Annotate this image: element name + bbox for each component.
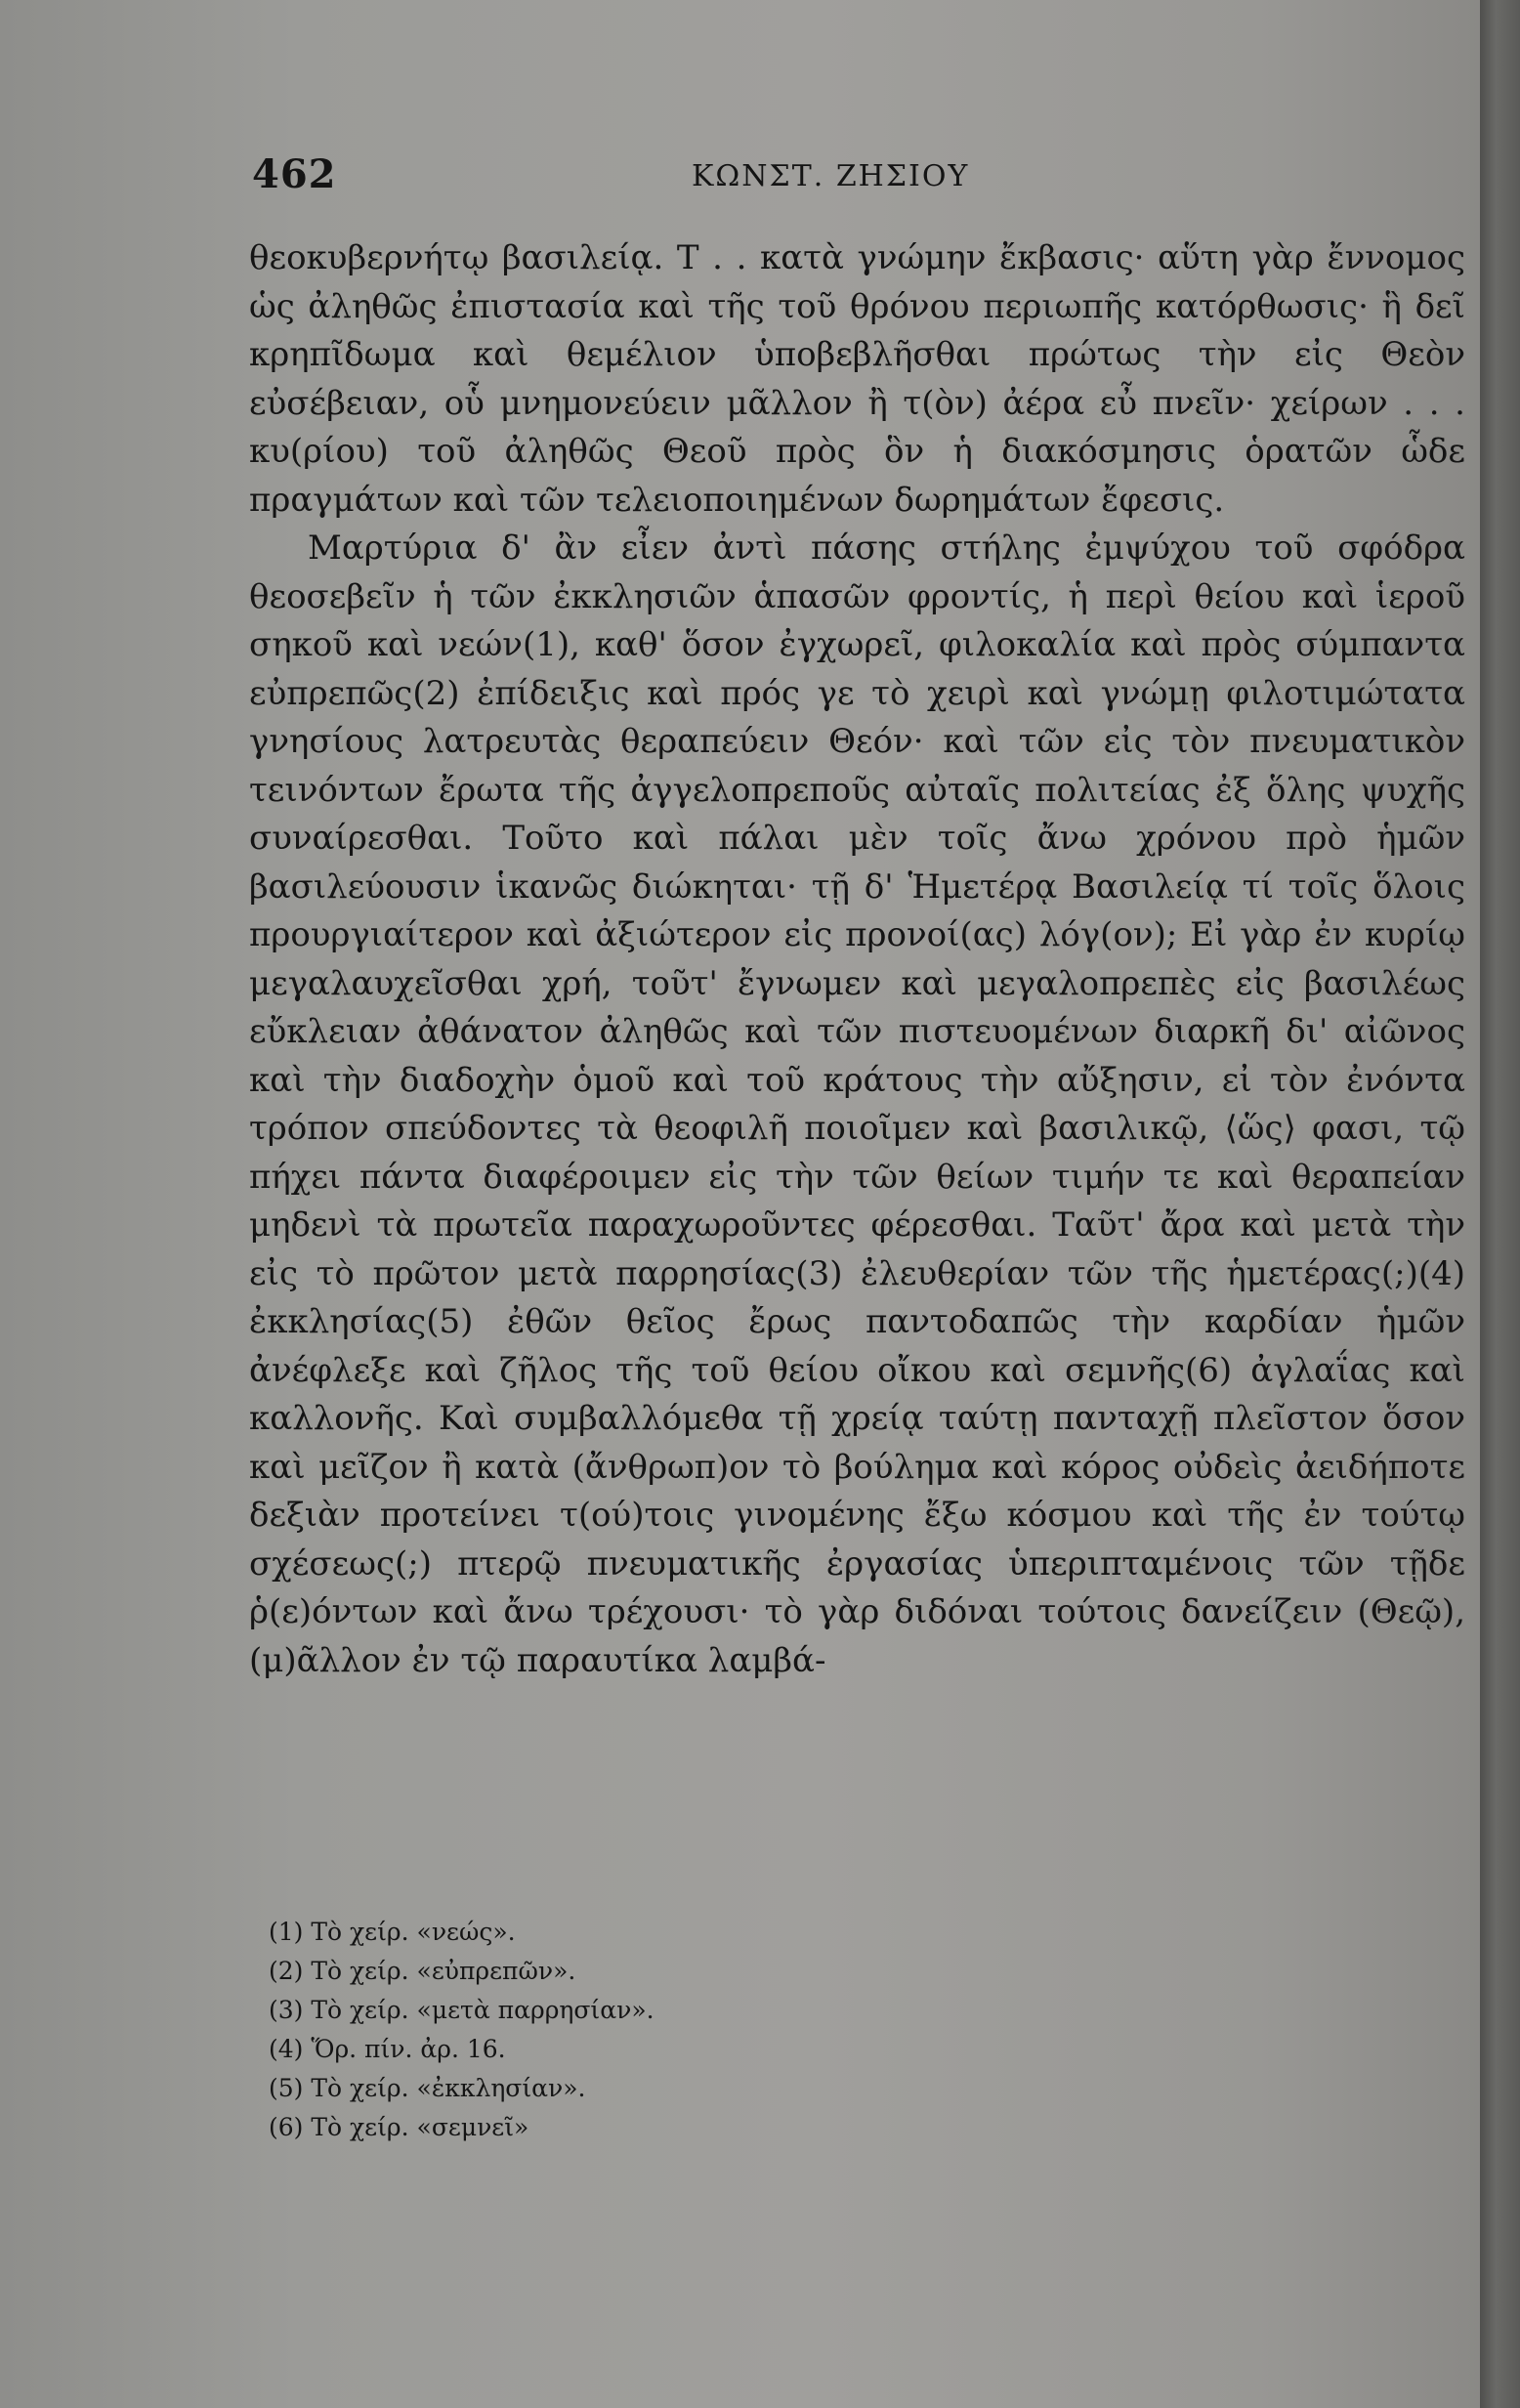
footnote-1: (1) Τὸ χείρ. «νεώς».: [269, 1918, 516, 1946]
footnote-6: (6) Τὸ χείρ. «σεμνεῖ»: [269, 2113, 529, 2141]
footnote-3: (3) Τὸ χείρ. «μετὰ παρρησίαν».: [269, 1996, 654, 2024]
page-number: 462: [252, 151, 337, 197]
body-text: [249, 234, 1465, 1685]
page-edge-shadow: [1480, 0, 1520, 2408]
footnotes: [269, 1913, 1246, 2147]
footnote-4: (4) Ὅρ. πίν. ἀρ. 16.: [269, 2035, 506, 2063]
footnote-2: (2) Τὸ χείρ. «εὐπρεπῶν».: [269, 1957, 576, 1985]
footnote-5: (5) Τὸ χείρ. «ἐκκλησίαν».: [269, 2074, 586, 2102]
paragraph-2: Μαρτύρια δ' ἂν εἶεν ἀντὶ πάσης στήλης ἐμψύχου τοῦ σφόδρα θεοσεβεῖν ἡ τῶν ἐκκλησιῶν ἁπασῶν φροντίς, ἡ περὶ θείου καὶ ἱεροῦ σηκοῦ καὶ νεών(1), καθ' ὅσον ἐγχωρεῖ, φιλοκαλία καὶ πρὸς σύμπαντα εὐπρεπῶς(2) ἐπίδειξις καὶ πρός γε τὸ χειρὶ καὶ γνώμῃ φιλοτιμώτατα γνησίους λατρευτὰς θεραπεύειν Θεόν· καὶ τῶν εἰς τὸν πνευματικὸν τεινόντων ἔρωτα τῆς ἀγγελοπρεποῦς αὐταῖς πολιτείας ἐξ ὅλης ψυχῆς συναίρεσθαι. Τοῦτο καὶ πάλαι μὲν τοῖς ἄνω χρόνου πρὸ ἡμῶν βασιλεύουσιν ἱκανῶς διώκηται· τῇ δ' Ἡμετέρᾳ Βασιλείᾳ τί τοῖς ὅλοις προυργιαίτερον καὶ ἀξιώτερον εἰς προνοί(ας) λόγ(ον); Εἰ γὰρ ἐν κυρίῳ μεγαλαυχεῖσθαι χρή, τοῦτ' ἔγνωμεν καὶ μεγαλοπρεπὲς εἰς βασιλέως εὔκλειαν ἀθάνατον ἀληθῶς καὶ τῶν πιστευομένων διαρκῆ δι' αἰῶνος καὶ τὴν διαδοχὴν ὁμοῦ καὶ τοῦ κράτους τὴν αὔξησιν, εἰ τὸν ἐνόντα τρόπον σπεύδοντες τὰ θεοφιλῆ ποιοῖμεν καὶ βασιλικῷ, ⟨ὥς⟩ φασι, τῷ πήχει πάντα διαφέροιμεν εἰς τὴν τῶν θείων τιμήν τε καὶ θεραπείαν μηδενὶ τὰ πρωτεῖα παραχωροῦντες φέρεσθαι. Ταῦτ' ἄρα καὶ μετὰ τὴν εἰς τὸ πρῶτον μετὰ παρρησίας(3) ἐλευθερίαν τῶν τῆς ἡμετέρας(;)(4) ἐκκλησίας(5) ἐθῶν θεῖος ἔρως παντοδαπῶς τὴν καρδίαν ἡμῶν ἀνέφλεξε καὶ ζῆλος τῆς τοῦ θείου οἴκου καὶ σεμνῆς(6) ἀγλαΐας καὶ καλλονῆς. Καὶ συμβαλλόμεθα τῇ χρείᾳ ταύτῃ πανταχῇ πλεῖστον ὅσον καὶ μεῖζον ἢ κατὰ (ἄνθρωπ)ον τὸ βούλημα καὶ κόρος οὐδεὶς ἀειδήποτε δεξιὰν προτείνει τ(ού)τοις γινομένης ἔξω κόσμου καὶ τῆς ἐν τούτῳ σχέσεως(;) πτερῷ πνευματικῆς ἐργασίας ὑπεριπταμένοις τῶν τῇδε ῥ(ε)όντων καὶ ἄνω τρέχουσι· τὸ γὰρ διδόναι τούτοις δανείζειν (Θεῷ), (μ)ᾶλλον ἐν τῷ παραυτίκα λαμβά-: [249, 528, 1465, 1680]
paragraph-1: θεοκυβερνήτῳ βασιλείᾳ. Τ . . κατὰ γνώμην ἔκβασις· αὕτη γὰρ ἔννομος ὡς ἀληθῶς ἐπιστασία καὶ τῆς τοῦ θρόνου περιωπῆς κατόρθωσις· ἣ δεῖ κρηπῖδωμα καὶ θεμέλιον ὑποβεβλῆσθαι πρώτως τὴν εἰς Θεὸν εὐσέβειαν, οὗ μνημονεύειν μᾶλλον ἢ τ(ὸν) ἀέρα εὖ πνεῖν· χείρων . . . κυ(ρίου) τοῦ ἀληθῶς Θεοῦ πρὸς ὃν ἡ διακόσμησις ὁρατῶν ὧδε πραγμάτων καὶ τῶν τελειοποιημένων δωρημάτων ἔφεσις.: [249, 238, 1465, 520]
running-head: ΚΩΝΣΤ. ΖΗΣΙΟΥ: [692, 159, 970, 193]
page-header: [252, 151, 1463, 210]
